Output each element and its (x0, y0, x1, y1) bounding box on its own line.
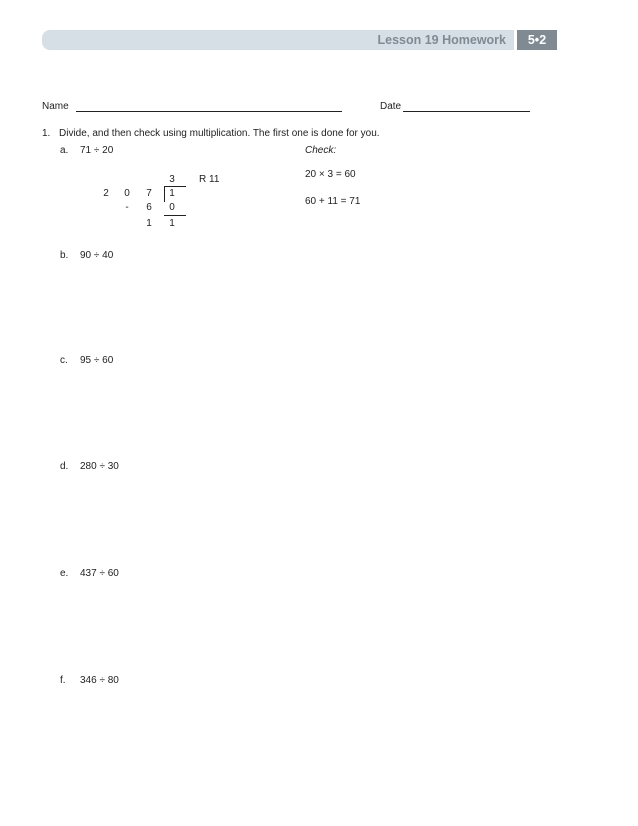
dividend-tens-digit: 7 (146, 188, 152, 199)
name-field[interactable] (76, 111, 342, 112)
header-bar (42, 30, 514, 50)
problem-d-text: 280 ÷ 30 (80, 461, 119, 472)
subtrahend-tens-digit: 6 (146, 202, 152, 213)
check-label: Check: (305, 145, 337, 156)
minus-sign: - (125, 202, 129, 213)
problem-f-text: 346 ÷ 80 (80, 675, 119, 686)
remainder: R 11 (199, 174, 220, 185)
module-badge: 5•2 (517, 30, 557, 50)
problem-c-text: 95 ÷ 60 (80, 355, 114, 366)
check-addition: 60 + 11 = 71 (305, 196, 361, 207)
dividend-ones-digit: 1 (169, 188, 175, 199)
divisor-ones-digit: 0 (124, 188, 130, 199)
problem-a-text: 71 ÷ 20 (80, 145, 114, 156)
problem-b-label: b. (60, 250, 69, 261)
subtraction-line (164, 215, 186, 216)
question-instruction: Divide, and then check using multiplication. The first one is done for you. (59, 128, 380, 139)
problem-c-label: c. (60, 355, 68, 366)
problem-d-label: d. (60, 461, 69, 472)
division-bar (164, 186, 186, 187)
date-field[interactable] (403, 111, 530, 112)
name-label: Name (42, 101, 69, 112)
question-number: 1. (42, 128, 51, 139)
division-bracket (164, 186, 165, 202)
problem-f-label: f. (60, 675, 66, 686)
subtrahend-ones-digit: 0 (169, 202, 175, 213)
problem-e-label: e. (60, 568, 69, 579)
problem-e-text: 437 ÷ 60 (80, 568, 119, 579)
divisor-tens-digit: 2 (103, 188, 109, 199)
difference-tens-digit: 1 (146, 218, 152, 229)
lesson-title: Lesson 19 Homework (377, 33, 506, 47)
problem-b-text: 90 ÷ 40 (80, 250, 114, 261)
problem-a-label: a. (60, 145, 69, 156)
check-multiplication: 20 × 3 = 60 (305, 169, 356, 180)
quotient-digit: 3 (169, 174, 175, 185)
date-label: Date (380, 101, 402, 112)
difference-ones-digit: 1 (169, 218, 175, 229)
